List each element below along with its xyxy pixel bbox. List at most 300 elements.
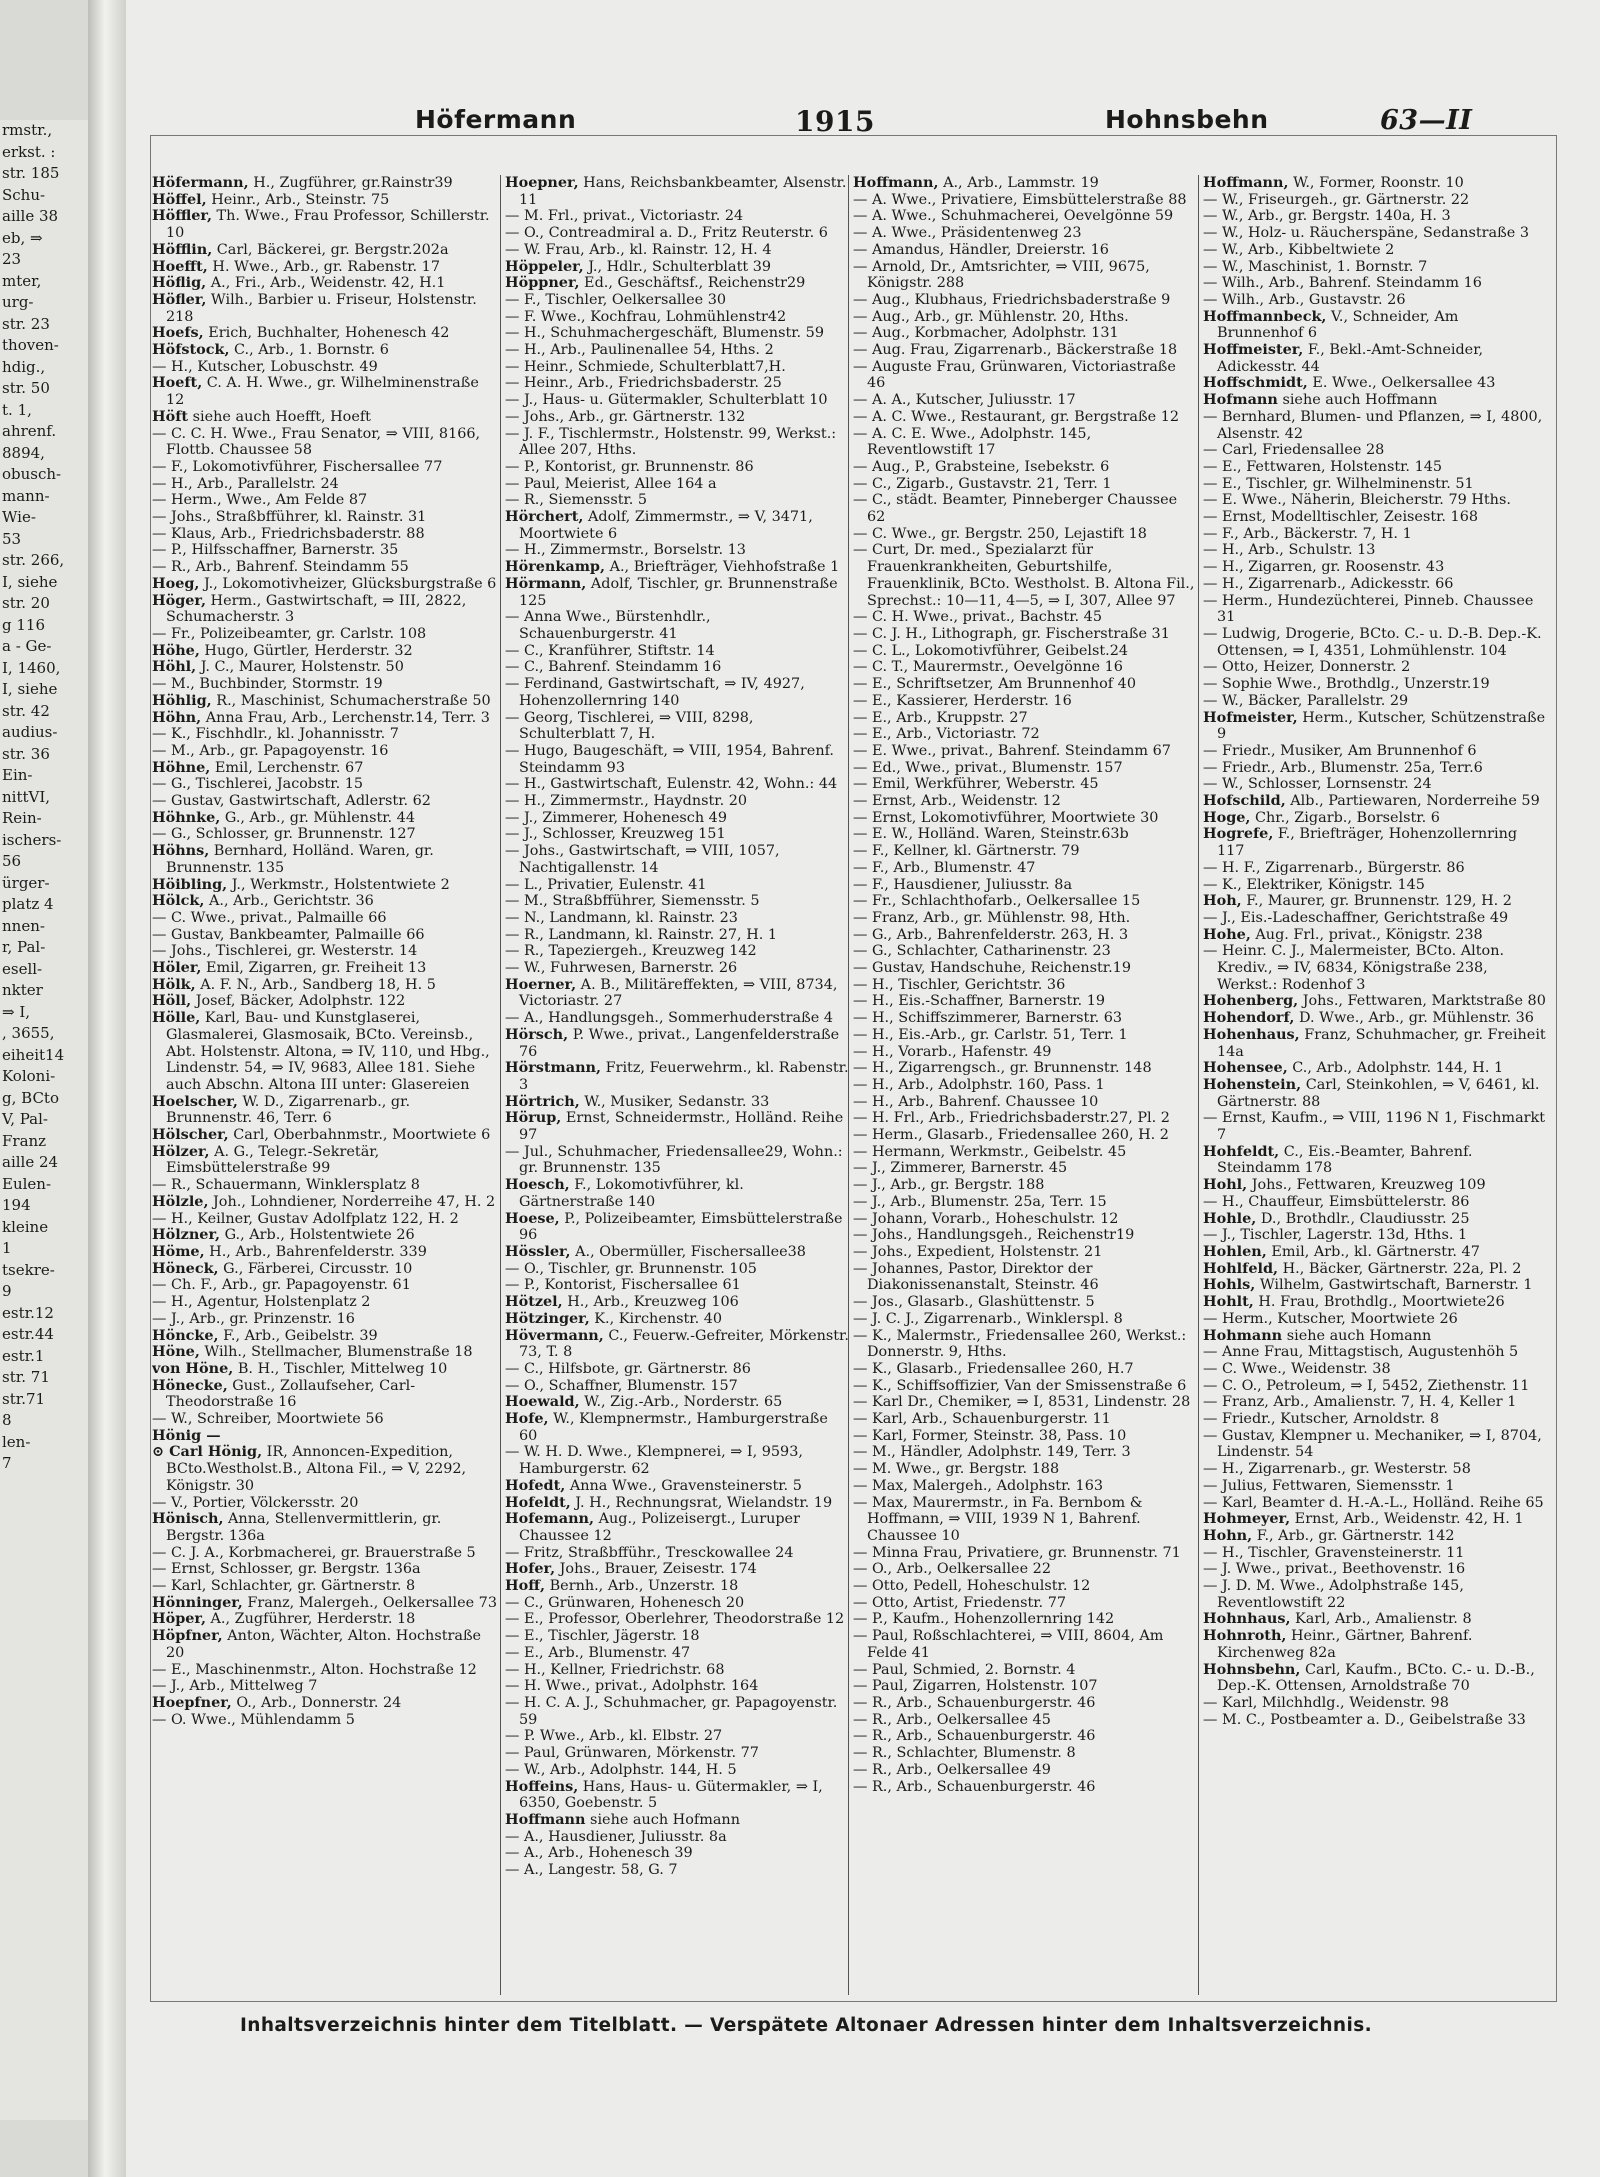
directory-entry <box>152 693 497 710</box>
entry-surname: Höfler, <box>152 290 207 308</box>
entry-details: — Jul., Schuhmacher, Friedensallee29, Wohn.: gr. Brunnenstr. 135 <box>505 1143 843 1177</box>
directory-entry <box>853 893 1198 910</box>
entry-details: — H., Schiffszimmerer, Barnerstr. 63 <box>853 1010 1123 1027</box>
entry-details: — Sophie Wwe., Brothdlg., Unzerstr.19 <box>1203 676 1490 693</box>
entry-details: — W., Schreiber, Moortwiete 56 <box>152 1411 384 1428</box>
entry-details: C., Eis.-Beamter, Bahrenf. Steindamm 178 <box>1217 1143 1473 1177</box>
directory-entry <box>505 1862 850 1879</box>
entry-details: — A. A., Kutscher, Juliusstr. 17 <box>853 392 1076 409</box>
directory-entry <box>152 275 497 292</box>
fragment-line: 8894, <box>2 443 45 462</box>
entry-details: — R., Schlachter, Blumenstr. 8 <box>853 1745 1076 1762</box>
directory-entry <box>1203 1528 1548 1545</box>
entry-surname: Hohnsbehn, <box>1203 1660 1301 1678</box>
entry-surname: Höper, <box>152 1610 206 1628</box>
directory-entry <box>505 1595 850 1612</box>
directory-entry <box>505 542 850 559</box>
entry-surname: Hoffeins, <box>505 1777 579 1795</box>
fragment-line: str. 266, <box>2 551 65 569</box>
entry-details: — Franz, Arb., Amalienstr. 7, H. 4, Keller 1 <box>1203 1394 1517 1411</box>
entry-details: J., Werkmstr., Holstentwiete 2 <box>227 876 450 893</box>
directory-entry <box>152 910 497 927</box>
entry-details: A., Obermüller, Fischersallee38 <box>570 1244 806 1260</box>
entry-details: Emil, Lerchenstr. 67 <box>210 759 364 776</box>
directory-entry <box>152 743 497 760</box>
entry-details: — Minna Frau, Privatiere, gr. Brunnenstr. 71 <box>853 1544 1181 1561</box>
fragment-line: audius- <box>2 723 58 741</box>
entry-details: — K., Elektriker, Königstr. 145 <box>1203 876 1425 893</box>
directory-entry <box>1203 1511 1548 1528</box>
page-number: 63—II <box>1380 105 1473 136</box>
entry-details: — R., Arb., Schauenburgerstr. 46 <box>853 1728 1096 1745</box>
directory-entry <box>853 1110 1198 1127</box>
entry-details: F., Arb., gr. Gärtnerstr. 142 <box>1252 1527 1455 1544</box>
directory-entry <box>853 1177 1198 1194</box>
entry-details: Carl, Bäckerei, gr. Bergstr.202a <box>212 241 449 258</box>
entry-details: — Aug., Arb., gr. Mühlenstr. 20, Hths. <box>853 308 1129 325</box>
entry-surname: Höger, <box>152 591 206 609</box>
fragment-line: ⇒ I, <box>2 1002 31 1021</box>
entry-details: — J., Tischler, Lagerstr. 13d, Hths. 1 <box>1203 1227 1468 1244</box>
fragment-line: obusch- <box>2 465 62 483</box>
entry-details: — M. Frl., privat., Victoriastr. 24 <box>505 208 744 225</box>
entry-details: Anton, Wächter, Alton. Hochstraße 20 <box>166 1628 482 1661</box>
entry-surname: Hölck, <box>152 892 205 910</box>
entry-details: Johs., Brauer, Zeisestr. 174 <box>555 1561 757 1578</box>
entry-details: — Fr., Schlachthofarb., Oelkersallee 15 <box>853 893 1141 910</box>
fragment-line: 56 <box>2 852 22 870</box>
directory-entry <box>853 860 1198 877</box>
directory-entry <box>853 943 1198 960</box>
entry-details: H. Wwe., Arb., gr. Rabenstr. 17 <box>207 258 440 275</box>
entry-details: — Karl Dr., Chemiker, ⇒ I, 8531, Lindenstr. 28 <box>853 1394 1191 1411</box>
entry-details: — K., Fischhdlr., kl. Johannisstr. 7 <box>152 726 399 743</box>
directory-entry <box>505 392 850 409</box>
entry-surname: Höppeler, <box>505 257 584 275</box>
entry-details: G., Arb., gr. Mühlenstr. 44 <box>220 809 415 826</box>
directory-entry <box>853 776 1198 793</box>
directory-entry <box>152 1561 497 1578</box>
directory-entry <box>1203 459 1548 476</box>
directory-entry <box>505 275 850 292</box>
entry-details: — K., Malermstr., Friedensallee 260, Werkst.: Donnerstr. 9, Hths. <box>853 1327 1187 1361</box>
directory-entry <box>853 1678 1198 1695</box>
directory-entry <box>152 175 497 192</box>
directory-entry <box>152 375 497 408</box>
directory-entry <box>152 1595 497 1612</box>
entry-details: — Aug., Klubhaus, Friedrichsbaderstraße 9 <box>853 291 1171 308</box>
entry-details: siehe auch Hofmann <box>585 1811 740 1828</box>
entry-surname: Hoelscher, <box>152 1092 238 1110</box>
entry-details: siehe auch Hoefft, Hoeft <box>188 408 371 425</box>
entry-surname: Hötzinger, <box>505 1309 590 1327</box>
directory-entry <box>853 1478 1198 1495</box>
entry-details: — H., Keilner, Gustav Adolfplatz 122, H. 2 <box>152 1210 459 1227</box>
directory-entry <box>1203 1328 1548 1345</box>
entry-details: — J., Arb., gr. Prinzenstr. 16 <box>152 1310 355 1327</box>
directory-entry <box>505 609 850 642</box>
entry-surname: Hohnhaus, <box>1203 1610 1291 1628</box>
directory-entry <box>1203 476 1548 493</box>
entry-surname: Hössler, <box>505 1243 571 1260</box>
directory-entry <box>1203 1244 1548 1261</box>
directory-entry <box>505 1829 850 1846</box>
entry-details: — E., Fettwaren, Holstenstr. 145 <box>1203 458 1443 475</box>
entry-details: E. Wwe., Oelkersallee 43 <box>1307 375 1496 392</box>
directory-entry <box>505 1845 850 1862</box>
entry-details: — Johs., Tischlerei, gr. Westerstr. 14 <box>152 943 418 960</box>
entry-surname: Hohmann <box>1203 1326 1283 1344</box>
directory-entry <box>1203 542 1548 559</box>
directory-entry <box>853 1611 1198 1628</box>
entry-surname: Höppner, <box>505 274 580 292</box>
entry-details: — E., Tischler, Jägerstr. 18 <box>505 1628 700 1645</box>
directory-entry <box>853 1444 1198 1461</box>
entry-details: — R., Arb., Bahrenf. Steindamm 55 <box>152 559 409 576</box>
directory-entry <box>152 409 497 426</box>
entry-details: Karl, Arb., Amalienstr. 8 <box>1290 1611 1472 1628</box>
entry-details: — W., Schlosser, Lornsenstr. 24 <box>1203 776 1432 793</box>
directory-entry <box>152 993 497 1010</box>
fragment-line: estr.1 <box>2 1346 45 1365</box>
directory-entry <box>505 1328 850 1361</box>
fragment-line: nnen- <box>2 916 45 935</box>
entry-details: — J. F., Tischlermstr., Holstenstr. 99, Werkst.: Allee 207, Hths. <box>505 425 837 459</box>
entry-details: Th. Wwe., Frau Professor, Schillerstr. 10 <box>166 208 490 242</box>
fragment-line: estr.44 <box>2 1325 54 1343</box>
entry-details: — Ludwig, Drogerie, BCto. C.- u. D.-B. Dep.-K. Ottensen, ⇒ I, 4351, Lohmühlenstr. 104 <box>1203 625 1542 659</box>
entry-details: — M., Arb., gr. Papagoyenstr. 16 <box>152 742 389 759</box>
directory-entry <box>853 225 1198 242</box>
entry-details: — C. Wwe., gr. Bergstr. 250, Lejastift 18 <box>853 525 1147 542</box>
entry-surname: Hönecke, <box>152 1376 228 1394</box>
entry-details: Franz, Schuhmacher, gr. Freiheit 14a <box>1217 1026 1546 1060</box>
entry-details: — Julius, Fettwaren, Siemensstr. 1 <box>1203 1477 1455 1494</box>
entry-details: A. B., Militäreffekten, ⇒ VIII, 8734, Victoriastr. 27 <box>519 976 838 1010</box>
directory-entry <box>853 1545 1198 1562</box>
entry-details: — E. W., Holländ. Waren, Steinstr.63b <box>853 826 1129 843</box>
entry-details: Ed., Geschäftsf., Reichenstr29 <box>579 275 806 292</box>
directory-entry <box>1203 1194 1548 1211</box>
directory-entry <box>1203 526 1548 543</box>
entry-details: — Anna Wwe., Bürstenhdlr., Schauenburgerstr. 41 <box>505 609 711 642</box>
directory-entry <box>1203 693 1548 710</box>
directory-entry <box>505 559 850 576</box>
directory-entry <box>853 392 1198 409</box>
directory-entry <box>505 1495 850 1512</box>
fragment-line: g 116 <box>2 615 46 634</box>
directory-entry <box>152 242 497 259</box>
entry-details: A., Zugführer, Herderstr. 18 <box>205 1611 416 1628</box>
entry-details: — R., Schauermann, Winklersplatz 8 <box>152 1177 420 1194</box>
directory-entry <box>152 292 497 325</box>
directory-entry <box>1203 1010 1548 1027</box>
directory-entry <box>152 927 497 944</box>
entry-surname: ⊙ Carl Hönig, <box>152 1443 263 1461</box>
entry-details: — Friedr., Musiker, Am Brunnenhof 6 <box>1203 742 1477 759</box>
entry-details: — Gustav, Klempner u. Mechaniker, ⇒ I, 8704, Lindenstr. 54 <box>1203 1427 1542 1461</box>
entry-details: A., Arb., Lammstr. 19 <box>938 175 1099 191</box>
directory-entry <box>853 342 1198 359</box>
entry-details: — Ernst, Arb., Weidenstr. 12 <box>853 793 1061 810</box>
directory-entry <box>853 1194 1198 1211</box>
entry-details: — Bernhard, Blumen- und Pflanzen, ⇒ I, 4800, Alsenstr. 42 <box>1203 408 1543 442</box>
directory-entry <box>505 960 850 977</box>
entry-details: — H., Chauffeur, Eimsbüttelerstr. 86 <box>1203 1193 1470 1210</box>
entry-details: — E. Wwe., Näherin, Bleicherstr. 79 Hths. <box>1203 492 1511 509</box>
directory-entry <box>505 1144 850 1177</box>
entry-details: — M., Händler, Adolphstr. 149, Terr. 3 <box>853 1444 1131 1461</box>
entry-surname: Höhne, <box>152 758 211 776</box>
entry-details: — N., Landmann, kl. Rainstr. 23 <box>505 909 738 926</box>
directory-entry <box>1203 943 1548 993</box>
directory-entry <box>505 659 850 676</box>
entry-details: — Gustav, Bankbeamter, Palmaille 66 <box>152 926 425 943</box>
entry-details: — Ed., Wwe., privat., Blumenstr. 157 <box>853 759 1123 776</box>
directory-entry <box>505 1611 850 1628</box>
fragment-line: 23 <box>2 250 22 268</box>
directory-entry <box>853 993 1198 1010</box>
fragment-line: 7 <box>2 1454 12 1472</box>
entry-surname: Hönig — <box>152 1426 221 1444</box>
entry-surname: Höne, <box>152 1343 200 1361</box>
entry-details: — G., Arb., Bahrenfelderstr. 263, H. 3 <box>853 926 1129 943</box>
directory-entry <box>152 726 497 743</box>
entry-surname: Höler, <box>152 959 202 977</box>
directory-entry <box>1203 1077 1548 1110</box>
directory-entry <box>152 676 497 693</box>
directory-entry <box>505 1578 850 1595</box>
fragment-line: aille 38 <box>2 207 59 225</box>
directory-entry <box>1203 1628 1548 1661</box>
entry-surname: Hohenberg, <box>1203 992 1299 1010</box>
entry-surname: Hoffmann <box>505 1810 586 1828</box>
entry-details: — H., Eis.-Schaffner, Barnerstr. 19 <box>853 993 1106 1010</box>
directory-entry <box>1203 576 1548 593</box>
entry-details: — Friedr., Kutscher, Arnoldstr. 8 <box>1203 1411 1440 1428</box>
entry-details: W. D., Zigarrenarb., gr. Brunnenstr. 46, Terr. 6 <box>166 1093 411 1127</box>
entry-details: — Paul, Grünwaren, Mörkenstr. 77 <box>505 1745 759 1762</box>
directory-entry <box>505 1060 850 1093</box>
entry-details: F., Arb., Geibelstr. 39 <box>218 1327 378 1344</box>
entry-details: C., Arb., Adolphstr. 144, H. 1 <box>1287 1060 1504 1077</box>
entry-surname: Hohfeldt, <box>1203 1142 1280 1160</box>
directory-entry <box>152 1244 497 1261</box>
directory-entry <box>1203 192 1548 209</box>
entry-details: — A., Langestr. 58, G. 7 <box>505 1862 678 1879</box>
entry-details: Gust., Zollaufseher, Carl-Theodorstraße 16 <box>166 1377 416 1411</box>
entry-details: Hans, Haus- u. Gütermakler, ⇒ I, 6350, Goebenstr. 5 <box>519 1778 823 1812</box>
entry-details: — Ernst, Kaufm., ⇒ VIII, 1196 N 1, Fischmarkt 7 <box>1203 1110 1546 1144</box>
entry-details: — H., Arb., Paulinenallee 54, Hths. 2 <box>505 342 774 359</box>
directory-entry <box>853 1127 1198 1144</box>
fragment-line: t. 1, <box>2 400 32 419</box>
entry-details: Chr., Zigarb., Borselstr. 6 <box>1250 809 1440 826</box>
entry-surname: Höhl, <box>152 658 197 676</box>
directory-entry <box>152 259 497 276</box>
entry-details: Josef, Bäcker, Adolphstr. 122 <box>191 993 406 1010</box>
directory-entry <box>1203 1277 1548 1294</box>
entry-details: — O. Wwe., Mühlendamm 5 <box>152 1711 355 1728</box>
entry-surname: Höfstock, <box>152 341 230 359</box>
directory-entry <box>505 576 850 609</box>
directory-entry <box>1203 910 1548 927</box>
entry-details: — Karl, Former, Steinstr. 38, Pass. 10 <box>853 1427 1127 1444</box>
entry-details: — G., Schlosser, gr. Brunnenstr. 127 <box>152 826 416 843</box>
entry-surname: Hölk, <box>152 975 196 993</box>
entry-details: Carl, Steinkohlen, ⇒ V, 6461, kl. Gärtnerstr. 88 <box>1217 1076 1540 1110</box>
entry-surname: Hoepner, <box>505 175 579 191</box>
entry-details: — H., Zigarrenarb., gr. Westerstr. 58 <box>1203 1461 1471 1478</box>
entry-details: — Johs., Arb., gr. Gärtnerstr. 132 <box>505 408 746 425</box>
directory-entry <box>853 659 1198 676</box>
entry-details: Anna, Stellenvermittlerin, gr. Bergstr. 136a <box>166 1511 442 1544</box>
entry-surname: Höft <box>152 407 189 425</box>
entry-details: J. C., Maurer, Holstenstr. 50 <box>196 659 404 676</box>
entry-details: Aug., Polizeisergt., Luruper Chaussee 12 <box>519 1511 800 1544</box>
directory-entry <box>152 1611 497 1628</box>
directory-entry <box>505 1010 850 1027</box>
directory-entry <box>152 593 497 626</box>
directory-entry <box>505 1177 850 1210</box>
entry-surname: Höibling, <box>152 875 228 893</box>
directory-entry <box>152 559 497 576</box>
entry-details: — Otto, Heizer, Donnerstr. 2 <box>1203 659 1411 676</box>
directory-entry <box>505 225 850 242</box>
entry-details: R., Maschinist, Schumacherstraße 50 <box>211 692 491 709</box>
entry-details: H. Frau, Brothdlg., Moortwiete26 <box>1253 1294 1505 1311</box>
directory-entry <box>505 426 850 459</box>
entry-details: — O., Schaffner, Blumenstr. 157 <box>505 1377 738 1394</box>
fragment-line: str.71 <box>2 1389 46 1408</box>
directory-entry <box>505 810 850 827</box>
entry-details: — Fritz, Straßbfführ., Tresckowallee 24 <box>505 1544 794 1561</box>
directory-entry <box>505 1745 850 1762</box>
entry-details: Adolf, Tischler, gr. Brunnenstraße 125 <box>519 575 838 609</box>
entry-surname: Hohlen, <box>1203 1243 1267 1260</box>
directory-entry <box>853 1394 1198 1411</box>
entry-details: — W., Bäcker, Parallelstr. 29 <box>1203 692 1409 709</box>
entry-details: — A., Handlungsgeh., Sommerhuderstraße 4 <box>505 1010 833 1027</box>
entry-surname: Höfflin, <box>152 240 213 258</box>
fragment-line: Rein- <box>2 809 42 827</box>
directory-entry <box>853 259 1198 292</box>
directory-entry <box>152 1628 497 1661</box>
fragment-line: Eulen- <box>2 1174 52 1193</box>
directory-entry <box>505 1261 850 1278</box>
directory-entry <box>853 826 1198 843</box>
fragment-line: Franz <box>2 1131 47 1150</box>
entry-details: Alb., Partiewaren, Norderreihe 59 <box>1285 793 1540 810</box>
entry-details: K., Kirchenstr. 40 <box>589 1310 723 1327</box>
directory-entry <box>505 1812 850 1829</box>
fragment-line: I, siehe <box>2 572 58 591</box>
directory-entry <box>505 1361 850 1378</box>
entry-surname: Hohlfeld, <box>1203 1259 1279 1277</box>
directory-entry <box>853 1060 1198 1077</box>
entry-details: — Karl, Beamter d. H.-A.-L., Holländ. Reihe 65 <box>1203 1494 1544 1511</box>
directory-entry <box>1203 1695 1548 1712</box>
fragment-line: ürger- <box>2 873 50 892</box>
directory-entry <box>1203 1411 1548 1428</box>
entry-surname: Hoeft, <box>152 374 203 392</box>
directory-entry <box>1203 492 1548 509</box>
entry-details: — Aug. Frau, Zigarrenarb., Bäckerstraße 18 <box>853 342 1178 359</box>
entry-surname: Hoefs, <box>152 324 204 342</box>
entry-details: — R., Arb., Oelkersallee 45 <box>853 1711 1051 1728</box>
entry-details: Herm., Kutscher, Schützenstraße 9 <box>1217 709 1546 743</box>
directory-entry <box>505 476 850 493</box>
entry-surname: Hötzel, <box>505 1293 563 1311</box>
directory-entry <box>505 409 850 426</box>
directory-entry <box>853 1745 1198 1762</box>
directory-entry <box>853 1328 1198 1361</box>
directory-entry <box>152 192 497 209</box>
directory-entry <box>152 1378 497 1411</box>
entry-details: F., Lokomotivführer, kl. Gärtnerstraße 140 <box>519 1177 744 1210</box>
directory-entry <box>853 676 1198 693</box>
entry-surname: Hoffmann, <box>853 175 939 191</box>
directory-column-2 <box>505 175 850 1995</box>
entry-details: Fritz, Feuerwehrm., kl. Rabenstr. 3 <box>519 1060 849 1093</box>
directory-entry <box>853 927 1198 944</box>
entry-details: — C. C. H. Wwe., Frau Senator, ⇒ VIII, 8166, Flottb. Chaussee 58 <box>152 425 481 459</box>
directory-entry <box>853 1762 1198 1779</box>
entry-details: Bernhard, Holländ. Waren, gr. Brunnenstr. 135 <box>166 843 434 876</box>
directory-entry <box>1203 1110 1548 1143</box>
entry-surname: Hoepfner, <box>152 1693 232 1711</box>
directory-entry <box>853 309 1198 326</box>
entry-details: C. A. H. Wwe., gr. Wilhelminenstraße 12 <box>166 375 479 409</box>
directory-entry <box>1203 409 1548 442</box>
entry-details: — E., Arb., Kruppstr. 27 <box>853 709 1028 726</box>
fragment-line: platz 4 <box>2 895 54 913</box>
directory-entry <box>853 977 1198 994</box>
entry-details: — Franz, Arb., gr. Mühlenstr. 98, Hth. <box>853 909 1131 926</box>
entry-details: — H., Arb., Schulstr. 13 <box>1203 542 1376 559</box>
fragment-line: str. 23 <box>2 314 50 333</box>
entry-details: — G., Tischlerei, Jacobstr. 15 <box>152 776 364 793</box>
directory-entry <box>152 643 497 660</box>
entry-details: — E., Maschinenmstr., Alton. Hochstraße 12 <box>152 1661 477 1678</box>
directory-entry <box>152 710 497 727</box>
entry-details: — F., Lokomotivführer, Fischersallee 77 <box>152 458 443 475</box>
directory-entry <box>853 526 1198 543</box>
entry-details: — H., Zimmermstr., Borselstr. 13 <box>505 542 746 559</box>
fragment-line: estr.12 <box>2 1303 54 1322</box>
directory-entry <box>505 1277 850 1294</box>
entry-details: — Hugo, Baugeschäft, ⇒ VIII, 1954, Bahrenf. Steindamm 93 <box>505 742 834 776</box>
book-gutter <box>88 0 126 2177</box>
directory-entry <box>1203 826 1548 859</box>
fragment-line: 8 <box>2 1411 12 1429</box>
directory-entry <box>1203 893 1548 910</box>
entry-surname: Hoeg, <box>152 574 200 592</box>
entry-details: Emil, Arb., kl. Gärtnerstr. 47 <box>1266 1244 1480 1260</box>
directory-entry <box>505 1094 850 1111</box>
directory-entry <box>505 1561 850 1578</box>
fragment-line: Wie- <box>2 508 36 526</box>
directory-entry <box>1203 1428 1548 1461</box>
entry-details: — F., Hausdiener, Juliusstr. 8a <box>853 876 1073 893</box>
directory-entry <box>1203 259 1548 276</box>
entry-details: — C., Hilfsbote, gr. Gärtnerstr. 86 <box>505 1360 751 1377</box>
entry-surname: Hoefft, <box>152 257 208 275</box>
directory-entry <box>1203 1211 1548 1228</box>
entry-details: — C. T., Maurermstr., Oevelgönne 16 <box>853 659 1123 676</box>
entry-surname: Hövermann, <box>505 1326 604 1344</box>
entry-surname: Höncke, <box>152 1326 219 1344</box>
